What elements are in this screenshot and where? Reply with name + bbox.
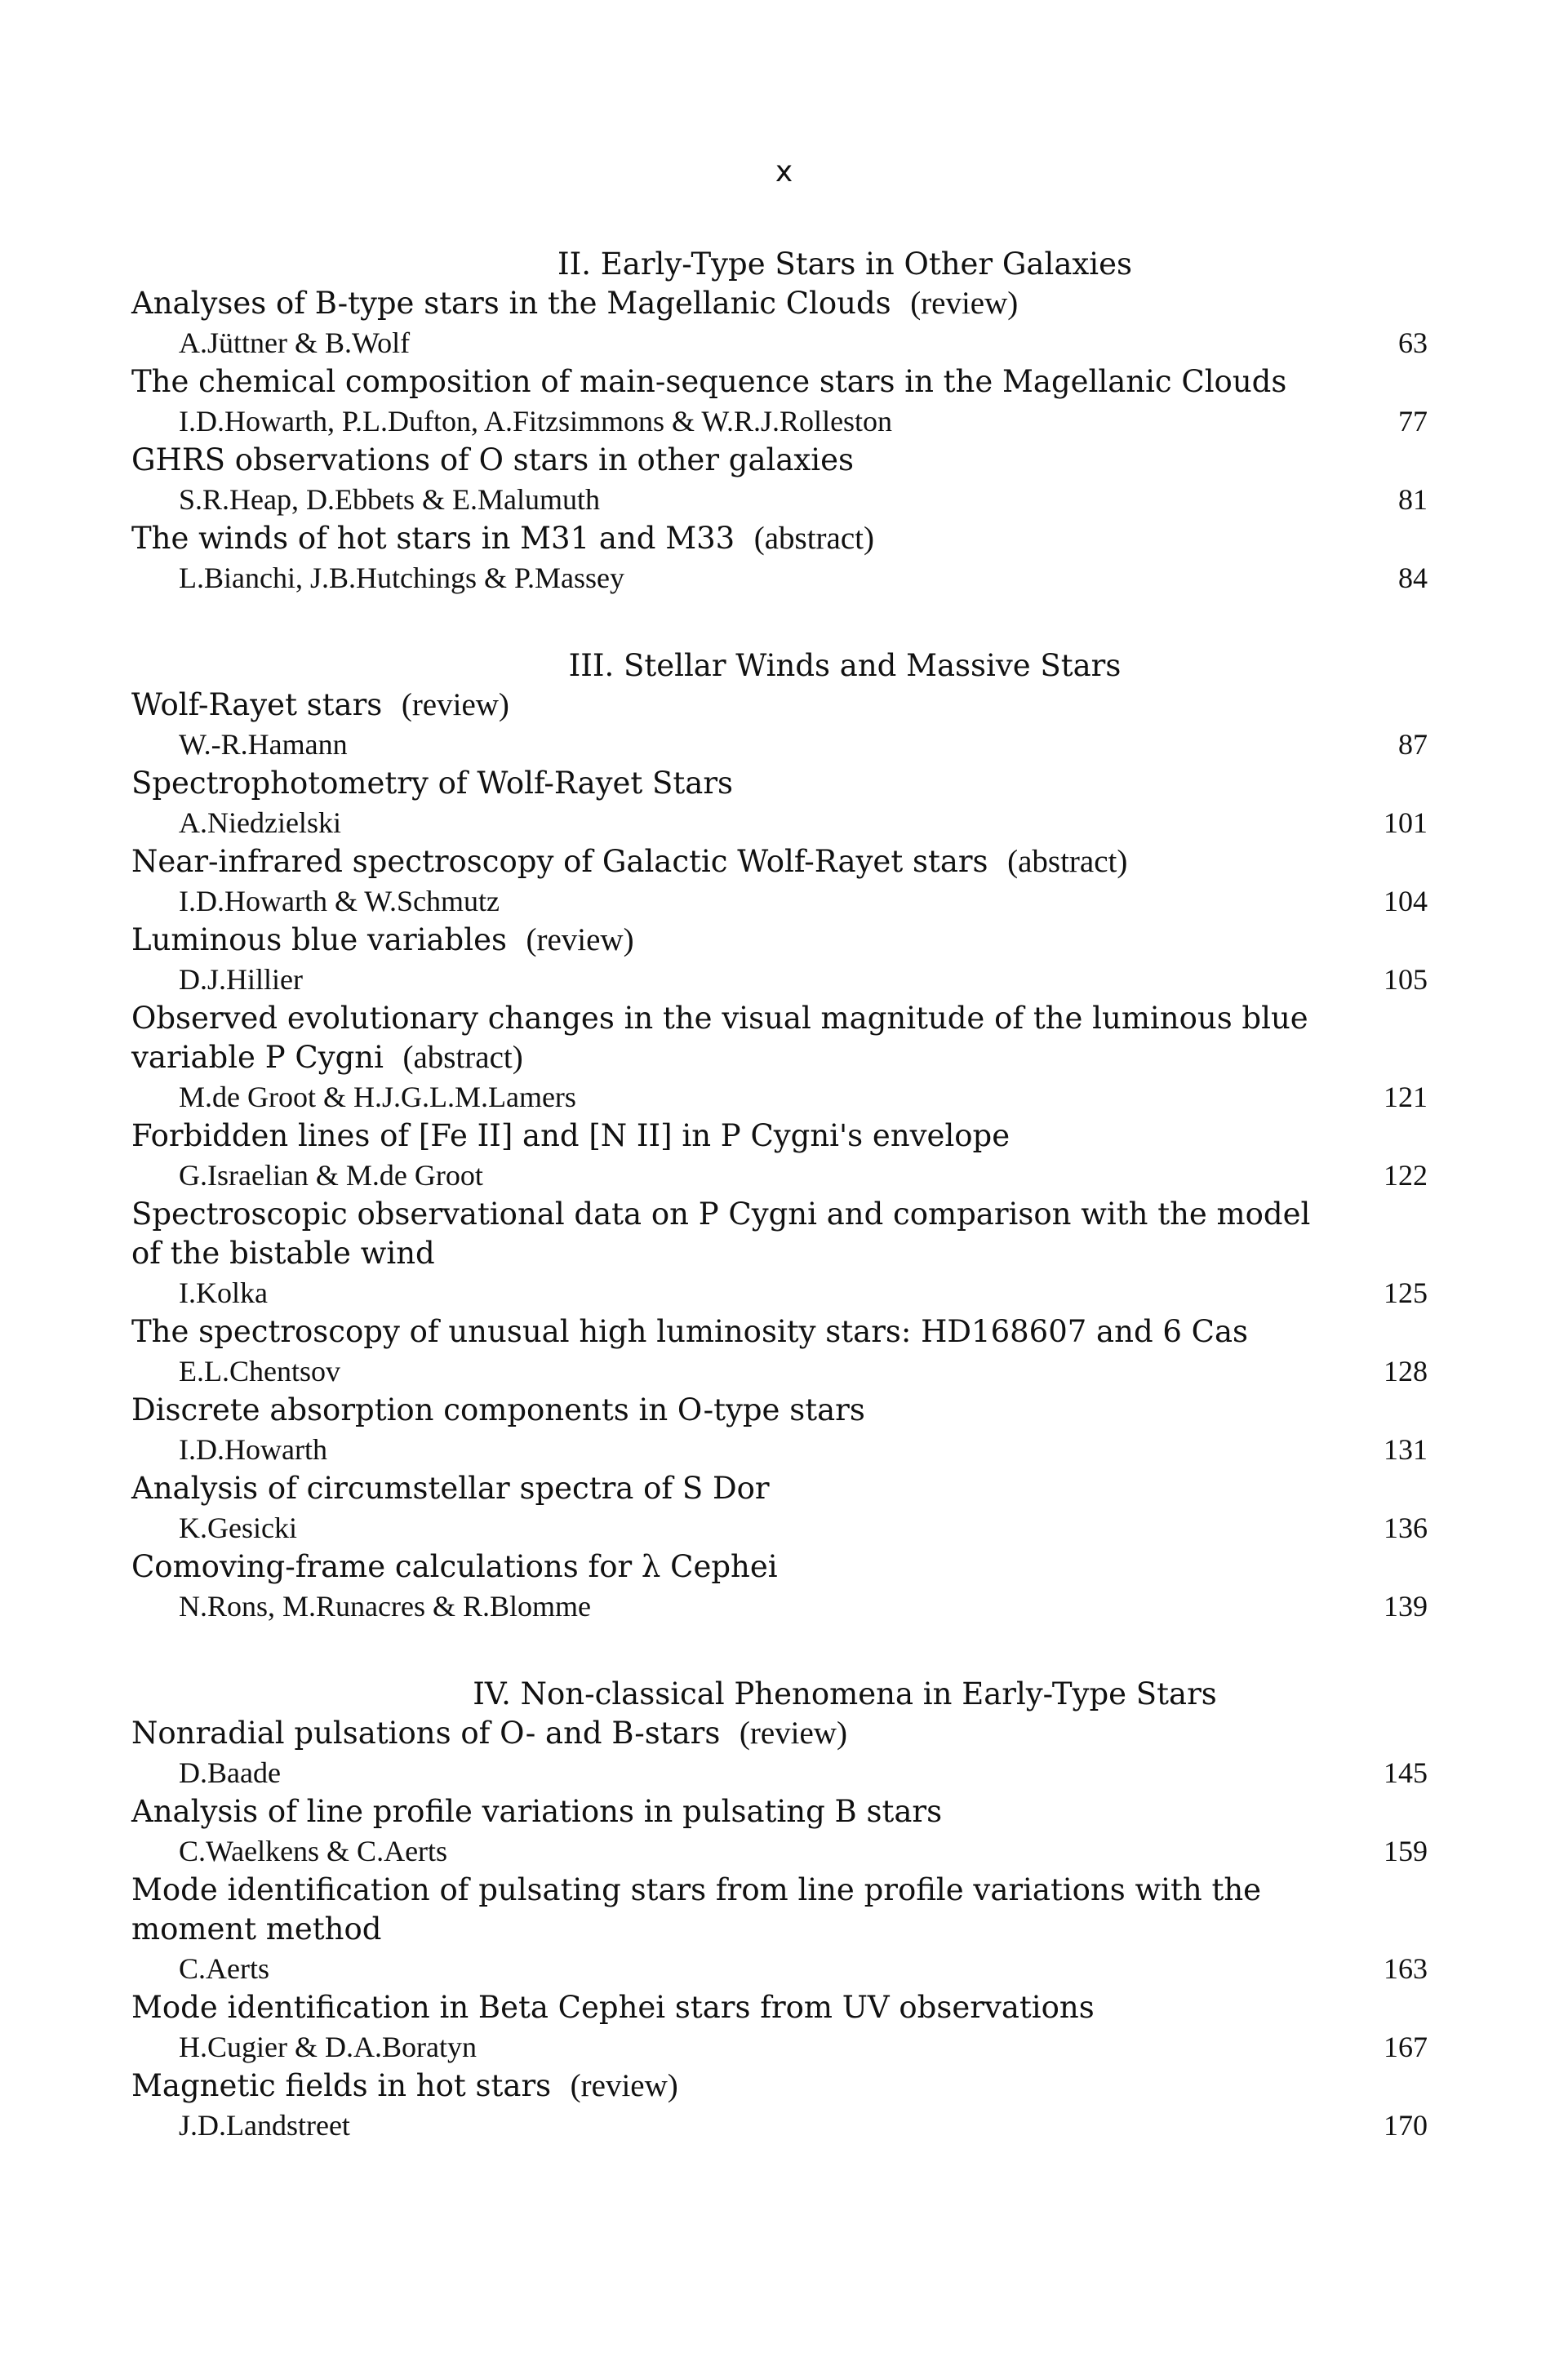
entry-title — [131, 842, 1436, 881]
entry-title — [131, 1988, 1436, 2027]
entry-authors: C.Aerts — [179, 1952, 269, 1985]
entry-title — [131, 2067, 1436, 2106]
entry-title-text: Nonradial pulsations of O- and B-stars — [131, 1716, 721, 1751]
entry-title — [131, 1038, 1436, 1077]
entry-page-number: 77 — [1398, 405, 1428, 437]
entry-authors-row — [131, 1430, 1436, 1469]
entry-authors: E.L.Chentsov — [179, 1355, 340, 1387]
toc-entry — [131, 2067, 1436, 2145]
entry-title — [131, 921, 1436, 960]
entry-note: (review) — [910, 286, 1019, 321]
entry-title-text: Mode identification in Beta Cephei stars from UV observations — [131, 1990, 1095, 2025]
entry-page-number: 84 — [1398, 562, 1428, 594]
entry-title-text: Analyses of B-type stars in the Magellanic Clouds — [131, 286, 891, 321]
entry-title-text: Comoving-frame calculations for λ Cephei — [131, 1549, 778, 1584]
entry-title-text: GHRS observations of O stars in other galaxies — [131, 442, 854, 477]
entry-title-text: moment method — [131, 1911, 382, 1947]
toc-entry — [131, 1792, 1436, 1871]
entry-page-number: 104 — [1384, 885, 1428, 917]
entry-title — [131, 362, 1436, 402]
entry-authors: A.Jüttner & B.Wolf — [179, 326, 411, 359]
entry-note: (review) — [739, 1716, 847, 1751]
entry-page-number: 139 — [1384, 1590, 1428, 1623]
toc-entry — [131, 842, 1436, 921]
entry-page-number: 63 — [1398, 326, 1428, 359]
entry-title-text: Spectrophotometry of Wolf-Rayet Stars — [131, 766, 734, 801]
entry-authors-row — [131, 1753, 1436, 1792]
entry-title — [131, 999, 1436, 1038]
entry-authors-row — [131, 480, 1436, 519]
entry-note: (abstract) — [402, 1040, 523, 1075]
entry-title-text: Luminous blue variables — [131, 922, 507, 957]
entry-authors: L.Bianchi, J.B.Hutchings & P.Massey — [179, 562, 624, 594]
toc-entry — [131, 1547, 1436, 1626]
toc-section — [131, 646, 1436, 1626]
entry-title-text: Analysis of line profile variations in pulsating B stars — [131, 1794, 943, 1829]
entry-authors: K.Gesicki — [179, 1512, 297, 1544]
toc-entry — [131, 1312, 1436, 1391]
entry-title — [131, 284, 1436, 323]
toc-entry — [131, 1871, 1436, 1988]
toc-entry — [131, 999, 1436, 1117]
entry-authors-row — [131, 803, 1436, 842]
toc-entry — [131, 284, 1436, 362]
entry-note: (review) — [401, 687, 509, 722]
entry-title — [131, 1312, 1436, 1352]
entry-authors: I.D.Howarth — [179, 1433, 327, 1466]
entry-authors-row — [131, 2027, 1436, 2067]
entry-page-number: 87 — [1398, 728, 1428, 761]
entry-title — [131, 441, 1436, 480]
toc-entry — [131, 1117, 1436, 1195]
section-heading: II. Early-Type Stars in Other Galaxies — [557, 246, 1132, 282]
entry-authors-row — [131, 1949, 1436, 1988]
entry-authors-row — [131, 1156, 1436, 1195]
toc-section — [131, 1675, 1436, 2145]
entry-title — [131, 1871, 1436, 1910]
toc-entry — [131, 1195, 1436, 1312]
toc-entry — [131, 686, 1436, 764]
entry-title-text: Mode identification of pulsating stars from line profile variations with the — [131, 1872, 1262, 1907]
entry-title — [131, 519, 1436, 558]
section-heading: III. Stellar Winds and Massive Stars — [568, 648, 1122, 683]
toc-entry — [131, 1469, 1436, 1547]
entry-authors: D.J.Hillier — [179, 963, 303, 996]
entry-title-text: Spectroscopic observational data on P Cygni and comparison with the model — [131, 1196, 1311, 1232]
entry-authors: H.Cugier & D.A.Boratyn — [179, 2031, 477, 2063]
entry-authors: I.D.Howarth, P.L.Dufton, A.Fitzsimmons & W.R.J.Rolleston — [179, 405, 893, 437]
entry-title-text: of the bistable wind — [131, 1236, 435, 1271]
entry-title — [131, 1234, 1436, 1273]
entry-title-text: Forbidden lines of [Fe II] and [N II] in P Cygni's envelope — [131, 1118, 1011, 1153]
toc-section — [131, 245, 1436, 597]
entry-authors: I.Kolka — [179, 1276, 268, 1309]
entry-authors-row — [131, 725, 1436, 764]
entry-authors: A.Niedzielski — [179, 806, 341, 839]
entry-page-number: 121 — [1384, 1081, 1428, 1113]
table-of-contents — [131, 245, 1436, 2145]
entry-authors-row — [131, 558, 1436, 597]
entry-page-number: 145 — [1384, 1756, 1428, 1789]
entry-page-number: 170 — [1384, 2109, 1428, 2142]
entry-page-number: 167 — [1384, 2031, 1428, 2063]
entry-title-text: Magnetic fields in hot stars — [131, 2068, 552, 2103]
page-number: x — [775, 155, 793, 189]
entry-authors: I.D.Howarth & W.Schmutz — [179, 885, 500, 917]
entry-title — [131, 764, 1436, 803]
entry-authors-row — [131, 1273, 1436, 1312]
toc-entry — [131, 921, 1436, 999]
entry-authors-row — [131, 881, 1436, 921]
entry-title — [131, 1195, 1436, 1234]
entry-authors: N.Rons, M.Runacres & R.Blomme — [179, 1590, 591, 1623]
entry-title-text: Discrete absorption components in O-type stars — [131, 1392, 865, 1427]
entry-title-text: Near-infrared spectroscopy of Galactic Wolf-Rayet stars — [131, 844, 988, 879]
entry-authors: J.D.Landstreet — [179, 2109, 350, 2142]
entry-authors-row — [131, 960, 1436, 999]
entry-title — [131, 686, 1436, 725]
toc-entry — [131, 1988, 1436, 2067]
entry-page-number: 122 — [1384, 1159, 1428, 1192]
entry-authors-row — [131, 2106, 1436, 2145]
entry-page-number: 81 — [1398, 483, 1428, 516]
entry-title-text: The spectroscopy of unusual high luminosity stars: HD168607 and 6 Cas — [131, 1314, 1249, 1349]
toc-entry — [131, 362, 1436, 441]
toc-entry — [131, 1714, 1436, 1792]
entry-title — [131, 1792, 1436, 1831]
entry-authors-row — [131, 1352, 1436, 1391]
toc-entry — [131, 441, 1436, 519]
entry-authors: C.Waelkens & C.Aerts — [179, 1835, 448, 1867]
toc-entry — [131, 519, 1436, 597]
entry-title-text: Observed evolutionary changes in the visual magnitude of the luminous blue — [131, 1001, 1308, 1036]
entry-authors-row — [131, 1077, 1436, 1117]
entry-page-number: 125 — [1384, 1276, 1428, 1309]
entry-authors-row — [131, 323, 1436, 362]
entry-title-text: variable P Cygni — [131, 1040, 384, 1075]
entry-authors: S.R.Heap, D.Ebbets & E.Malumuth — [179, 483, 600, 516]
entry-title — [131, 1391, 1436, 1430]
toc-entry — [131, 1391, 1436, 1469]
entry-authors-row — [131, 1587, 1436, 1626]
entry-authors: G.Israelian & M.de Groot — [179, 1159, 483, 1192]
entry-authors: D.Baade — [179, 1756, 281, 1789]
entry-title — [131, 1714, 1436, 1753]
entry-page-number: 105 — [1384, 963, 1428, 996]
entry-title — [131, 1547, 1436, 1587]
entry-page-number: 159 — [1384, 1835, 1428, 1867]
entry-authors-row — [131, 402, 1436, 441]
entry-note: (review) — [570, 2068, 678, 2103]
entry-title-text: The winds of hot stars in M31 and M33 — [131, 521, 735, 556]
section-heading: IV. Non-classical Phenomena in Early-Type Stars — [473, 1676, 1217, 1711]
entry-note: (abstract) — [1007, 844, 1128, 879]
entry-page-number: 163 — [1384, 1952, 1428, 1985]
entry-title — [131, 1117, 1436, 1156]
entry-authors-row — [131, 1508, 1436, 1547]
toc-entry — [131, 764, 1436, 842]
entry-note: (abstract) — [753, 521, 874, 556]
entry-authors: W.-R.Hamann — [179, 728, 348, 761]
entry-page-number: 128 — [1384, 1355, 1428, 1387]
entry-page-number: 101 — [1384, 806, 1428, 839]
entry-title-text: The chemical composition of main-sequence stars in the Magellanic Clouds — [131, 364, 1287, 399]
entry-title-text: Analysis of circumstellar spectra of S Dor — [131, 1471, 770, 1506]
entry-page-number: 131 — [1384, 1433, 1428, 1466]
entry-title — [131, 1910, 1436, 1949]
entry-authors-row — [131, 1831, 1436, 1871]
entry-note: (review) — [526, 922, 634, 957]
entry-authors: M.de Groot & H.J.G.L.M.Lamers — [179, 1081, 576, 1113]
entry-page-number: 136 — [1384, 1512, 1428, 1544]
entry-title-text: Wolf-Rayet stars — [131, 687, 383, 722]
entry-title — [131, 1469, 1436, 1508]
